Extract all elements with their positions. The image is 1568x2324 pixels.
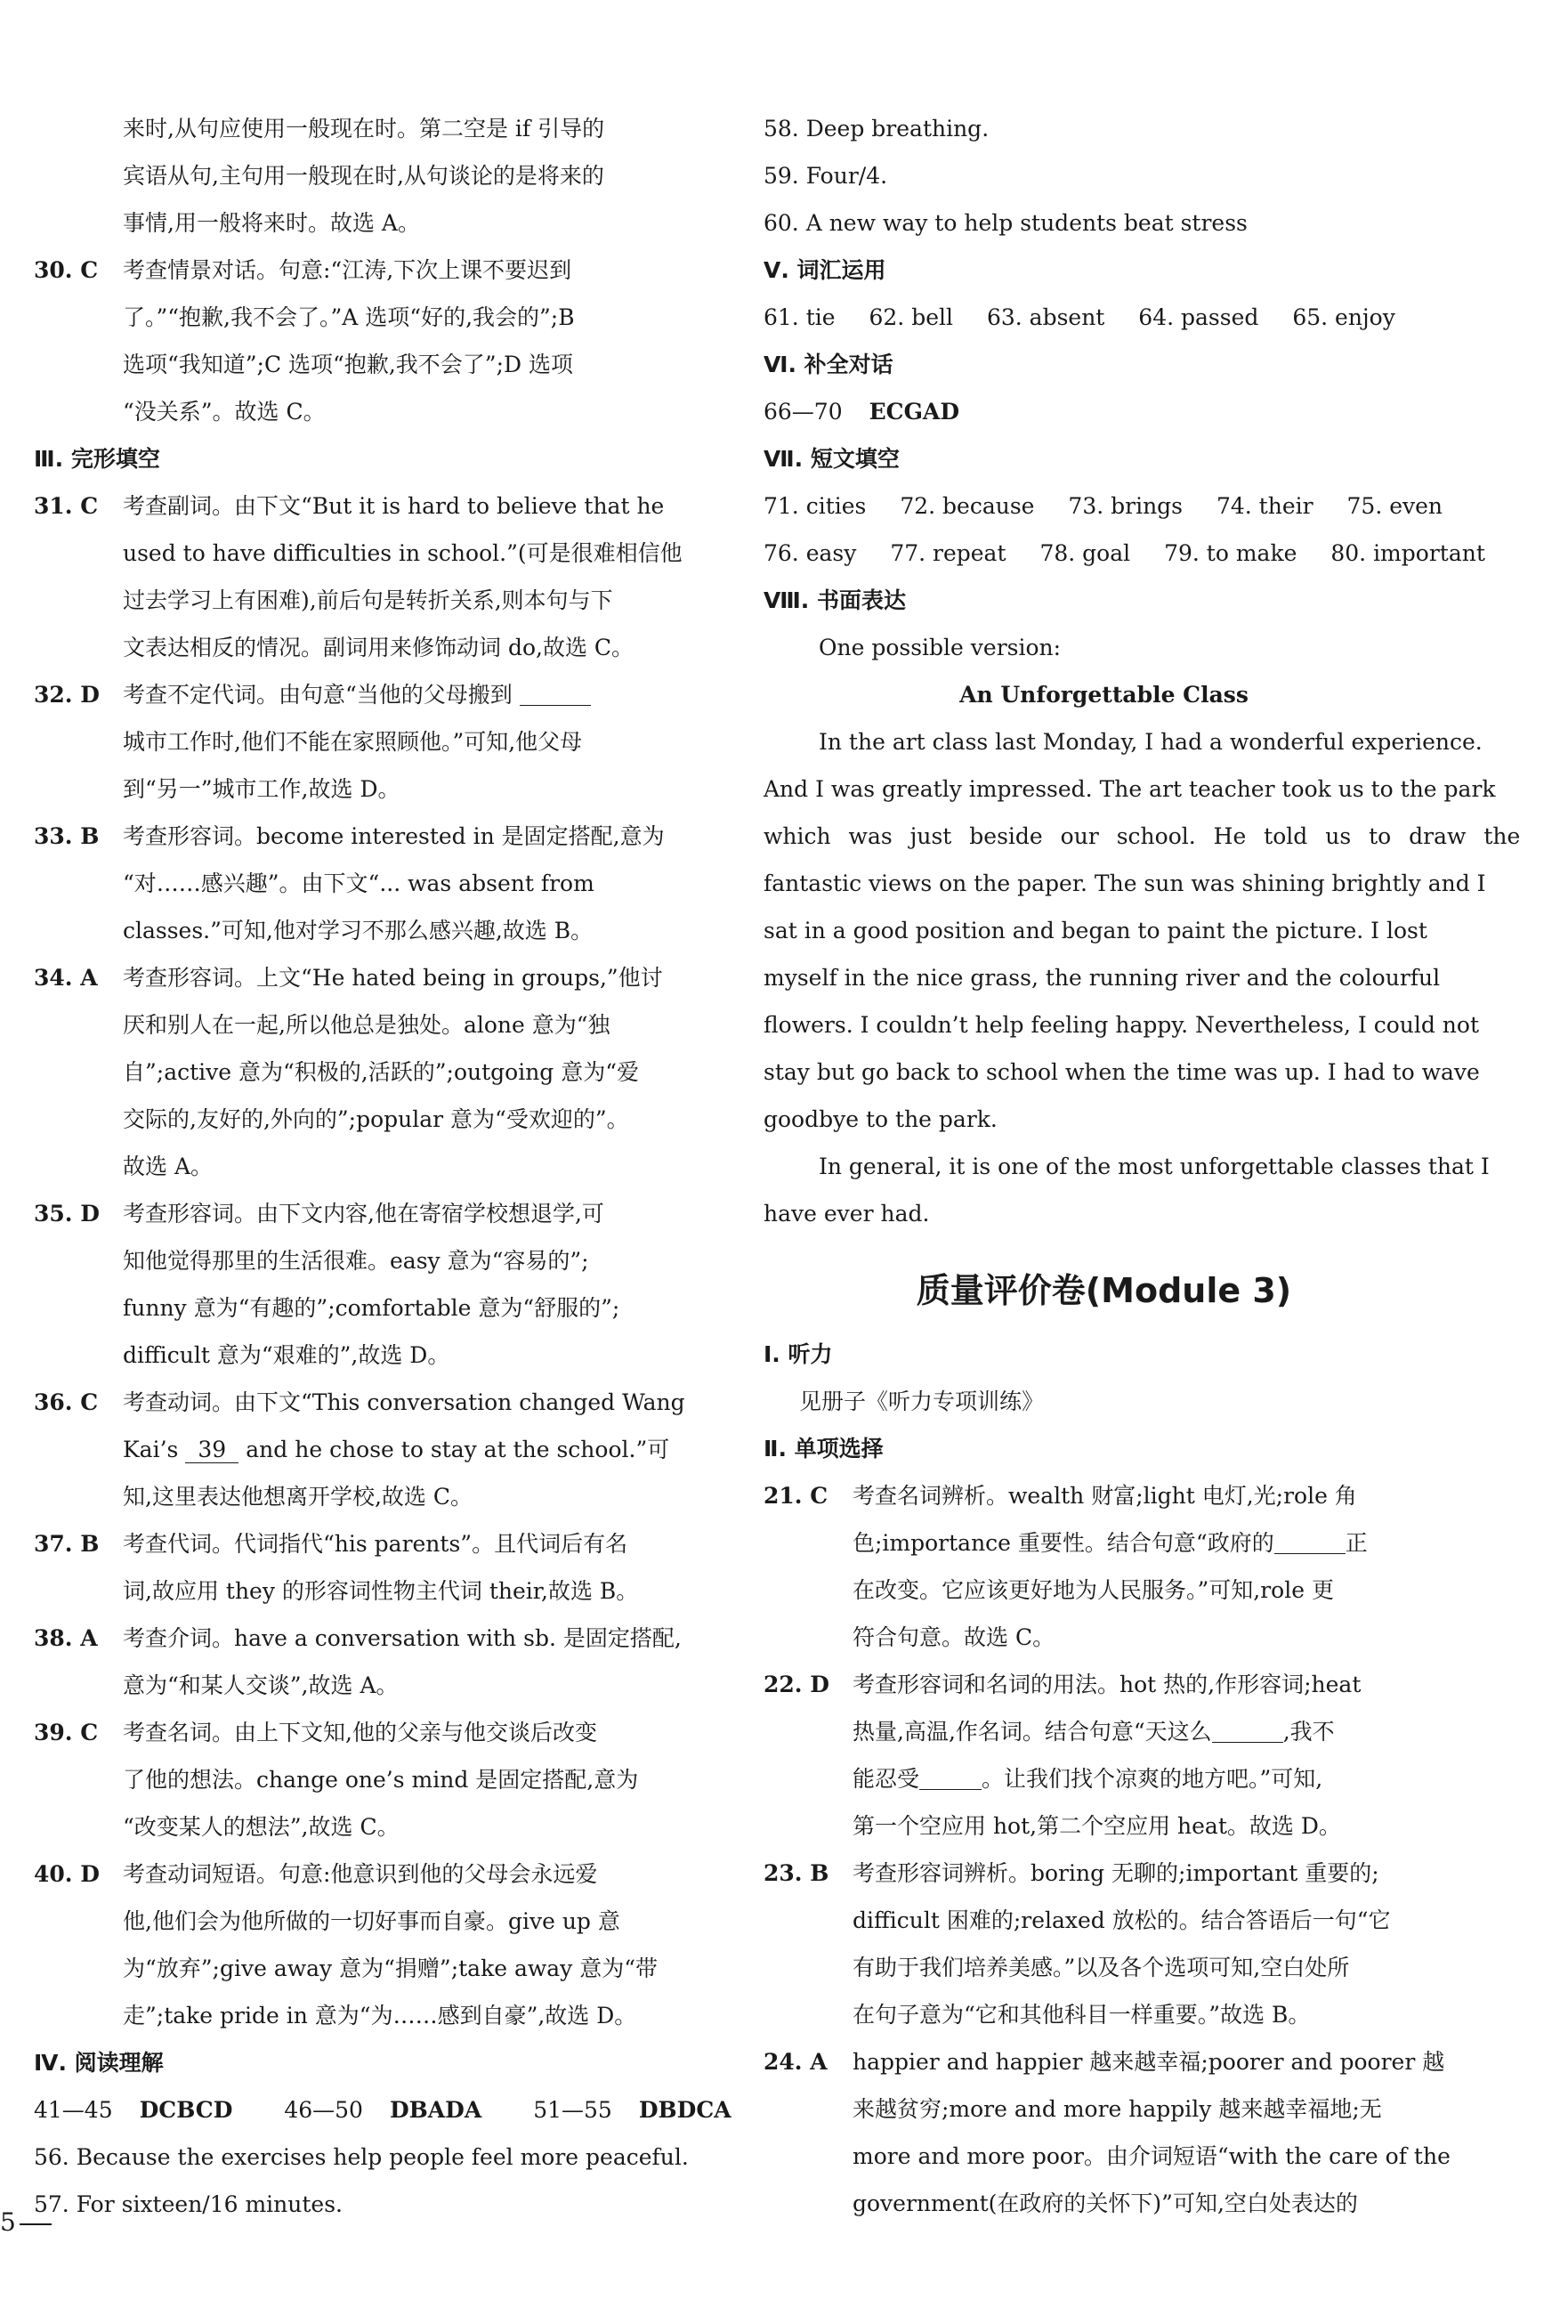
essay-line: myself in the nice grass, the running river and the colourful bbox=[764, 965, 1441, 991]
vocab-answers bbox=[764, 294, 1444, 341]
text-line: 考查动词。由下文“This conversation changed Wang bbox=[123, 1389, 685, 1415]
cloze-answers bbox=[764, 530, 1485, 577]
answer-item-24 bbox=[764, 2038, 1451, 2227]
answer-number: 34. A bbox=[34, 965, 98, 991]
answer-item-32 bbox=[34, 671, 715, 813]
vocab-answer: 61. tie bbox=[764, 304, 836, 330]
section-heading: Ⅱ. 单项选择 bbox=[764, 1436, 884, 1462]
text-line: 自”;active 意为“积极的,活跃的”;outgoing 意为“爱 bbox=[123, 1059, 640, 1085]
text-line: “没关系”。故选 C。 bbox=[123, 399, 326, 425]
section-heading: Ⅳ. 阅读理解 bbox=[34, 2050, 164, 2076]
text-line: 城市工作时,他们不能在家照顾他。”可知,他父母 bbox=[123, 729, 583, 755]
text-line: 意为“和某人交谈”,故选 A。 bbox=[123, 1672, 399, 1698]
text-line: 选项“我知道”;C 选项“抱歉,我不会了”;D 选项 bbox=[123, 352, 573, 377]
fill-blank: 39 bbox=[185, 1437, 238, 1463]
text-line: 在句子意为“它和其他科目一样重要。”故选 B。 bbox=[853, 2002, 1311, 2028]
text-line: 考查动词短语。句意:他意识到他的父母会永远爱 bbox=[123, 1861, 598, 1887]
essay-line: In the art class last Monday, I had a wonderful experience. bbox=[819, 729, 1483, 755]
text-line: 能忍受 。让我们找个凉爽的地方吧。”可知, bbox=[853, 1766, 1323, 1792]
answer-item-39 bbox=[34, 1709, 715, 1850]
text-line: 故选 A。 bbox=[123, 1154, 214, 1179]
text-line: 第一个空应用 hot,第二个空应用 heat。故选 D。 bbox=[853, 1813, 1341, 1839]
answer-range: 46—50 bbox=[284, 2097, 363, 2123]
fill-blank bbox=[520, 683, 591, 706]
text-line: 考查名词辨析。wealth 财富;light 电灯,光;role 角 bbox=[853, 1483, 1357, 1509]
cloze-answer: 71. cities bbox=[764, 493, 867, 519]
cloze-answer: 72. because bbox=[900, 493, 1035, 519]
text-line: 厌和别人在一起,所以他总是独处。alone 意为“独 bbox=[123, 1012, 610, 1038]
text-line: 来越贫穷;more and more happily 越来越幸福地;无 bbox=[853, 2096, 1382, 2122]
text-line: 符合句意。故选 C。 bbox=[853, 1624, 1055, 1650]
text-line: 词,故应用 they 的形容词性物主代词 their,故选 B。 bbox=[123, 1578, 639, 1604]
cloze-answer: 78. goal bbox=[1039, 540, 1131, 566]
answer-number: 36. C bbox=[34, 1389, 99, 1415]
text-line: 文表达相反的情况。副词用来修饰动词 do,故选 C。 bbox=[123, 635, 634, 660]
text-line: 57. For sixteen/16 minutes. bbox=[34, 2191, 343, 2217]
section-heading: Ⅵ. 补全对话 bbox=[764, 352, 893, 377]
text-line: difficult 意为“艰难的”,故选 D。 bbox=[123, 1342, 450, 1368]
text-line: 考查代词。代词指代“his parents”。且代词后有名 bbox=[123, 1531, 628, 1557]
page-number-rule bbox=[20, 2223, 52, 2225]
answer-number: 31. C bbox=[34, 493, 99, 519]
essay-line: sat in a good position and began to paint the picture. I lost bbox=[764, 918, 1427, 943]
cloze-answer: 74. their bbox=[1216, 493, 1313, 519]
answer-number: 40. D bbox=[34, 1861, 100, 1887]
text-line: 色;importance 重要性。结合句意“政府的 正 bbox=[853, 1530, 1368, 1556]
essay-line: stay but go back to school when the time was up. I had to wave bbox=[764, 1059, 1480, 1085]
answer-item-36 bbox=[34, 1379, 715, 1520]
answer-number: 21. C bbox=[764, 1483, 828, 1509]
right-column bbox=[764, 105, 1521, 2227]
cloze-answer: 79. to make bbox=[1164, 540, 1297, 566]
text-line: 见册子《听力专项训练》 bbox=[799, 1389, 1045, 1414]
answer-number: 37. B bbox=[34, 1531, 100, 1557]
reading-answers bbox=[34, 2086, 731, 2134]
text-line: “改变某人的想法”,故选 C。 bbox=[123, 1814, 400, 1840]
essay-line: In general, it is one of the most unforgettable classes that I bbox=[819, 1154, 1490, 1179]
section-heading: Ⅲ. 完形填空 bbox=[34, 446, 160, 472]
vocab-answer: 62. bell bbox=[869, 304, 953, 330]
answer-item-40 bbox=[34, 1850, 715, 2039]
text-line: 考查名词。由上下文知,他的父亲与他交谈后改变 bbox=[123, 1720, 597, 1745]
text-line: 考查介词。have a conversation with sb. 是固定搭配, bbox=[123, 1625, 682, 1651]
left-column bbox=[34, 105, 731, 2228]
answer-item-31 bbox=[34, 482, 715, 671]
text-line: 考查形容词辨析。boring 无聊的;important 重要的; bbox=[853, 1860, 1379, 1886]
text-line: government(在政府的关怀下)”可知,空白处表达的 bbox=[853, 2190, 1358, 2216]
sample-essay bbox=[764, 718, 1521, 1237]
answer-item-38 bbox=[34, 1615, 715, 1709]
page-number: 5 bbox=[0, 2207, 16, 2237]
answer-letters: DBADA bbox=[389, 2097, 482, 2123]
text-line: One possible version: bbox=[819, 635, 1062, 660]
answer-range: 51—55 bbox=[533, 2097, 612, 2123]
text-line: 热量,高温,作名词。结合句意“天这么 ,我不 bbox=[853, 1719, 1335, 1745]
text-line: 考查情景对话。句意:“江涛,下次上课不要迟到 bbox=[123, 257, 572, 283]
answer-item-34 bbox=[34, 954, 715, 1190]
answer-item-35 bbox=[34, 1190, 715, 1379]
answer-number: 39. C bbox=[34, 1720, 99, 1745]
text-line: funny 意为“有趣的”;comfortable 意为“舒服的”; bbox=[123, 1295, 620, 1321]
cloze-answer: 77. repeat bbox=[890, 540, 1006, 566]
section-heading: Ⅰ. 听力 bbox=[764, 1341, 833, 1367]
text-line: 考查形容词。由下文内容,他在寄宿学校想退学,可 bbox=[123, 1201, 604, 1227]
text-line: 过去学习上有困难),前后句是转折关系,则本句与下 bbox=[123, 587, 613, 613]
cloze-answer: 76. easy bbox=[764, 540, 857, 566]
essay-line: have ever had. bbox=[764, 1201, 930, 1227]
answer-letters: DBDCA bbox=[638, 2097, 731, 2123]
text-line: 58. Deep breathing. bbox=[764, 116, 990, 142]
answer-number: 38. A bbox=[34, 1625, 98, 1651]
text-line: 考查不定代词。由句意“当他的父母搬到 bbox=[123, 671, 715, 718]
text-line: 来时,从句应使用一般现在时。第二空是 if 引导的 bbox=[123, 116, 605, 142]
text-line: 56. Because the exercises help people feel more peaceful. bbox=[34, 2144, 689, 2170]
dialog-answers bbox=[764, 388, 1444, 435]
text-line: 事情,用一般将来时。故选 A。 bbox=[123, 210, 420, 236]
answer-item-21 bbox=[764, 1472, 1444, 1661]
text-line: 为“放弃”;give away 意为“捐赠”;take away 意为“带 bbox=[123, 1956, 659, 1981]
answer-letters: DCBCD bbox=[139, 2097, 233, 2123]
answer-range: 41—45 bbox=[34, 2097, 113, 2123]
cloze-answer: 73. brings bbox=[1068, 493, 1184, 519]
answer-item-33 bbox=[34, 813, 715, 954]
answer-number: 30. C bbox=[34, 257, 99, 283]
answer-number: 35. D bbox=[34, 1201, 100, 1227]
text-line: 走”;take pride in 意为“为……感到自豪”,故选 D。 bbox=[123, 2003, 637, 2028]
text-line: Kai’s 39 and he chose to stay at the school.”可 bbox=[123, 1437, 670, 1462]
module-title: 质量评价卷(Module 3) bbox=[916, 1271, 1292, 1310]
answer-item-37 bbox=[34, 1520, 715, 1615]
text-line: 考查副词。由下文“But it is hard to believe that he bbox=[123, 493, 665, 519]
text-line: 知他觉得那里的生活很难。easy 意为“容易的”; bbox=[123, 1248, 589, 1274]
cloze-answer: 80. important bbox=[1330, 540, 1485, 566]
section-heading: Ⅷ. 书面表达 bbox=[764, 587, 907, 613]
answer-number: 22. D bbox=[764, 1672, 829, 1697]
answer-number: 23. B bbox=[764, 1860, 829, 1886]
answer-range: 66—70 bbox=[764, 399, 843, 425]
text-line: used to have difficulties in school.”(可是很难相信他 bbox=[123, 540, 683, 566]
cloze-answers bbox=[764, 482, 1444, 530]
fill-blank bbox=[919, 1767, 982, 1790]
essay-line: which was just beside our school. He told us to draw the bbox=[764, 823, 1521, 849]
text-line: 了他的想法。change one’s mind 是固定搭配,意为 bbox=[123, 1767, 639, 1793]
answer-item-23 bbox=[764, 1850, 1444, 2038]
vocab-answer: 63. absent bbox=[986, 304, 1105, 330]
text-line: happier and happier 越来越幸福;poorer and poorer 越 bbox=[853, 2049, 1445, 2075]
text-line: 交际的,友好的,外向的”;popular 意为“受欢迎的”。 bbox=[123, 1106, 629, 1132]
cloze-answer: 75. even bbox=[1346, 493, 1443, 519]
text-line: classes.”可知,他对学习不那么感兴趣,故选 B。 bbox=[123, 918, 594, 943]
text-line: 有助于我们培养美感。”以及各个选项可知,空白处所 bbox=[853, 1955, 1350, 1980]
text-line: 60. A new way to help students beat stress bbox=[764, 210, 1248, 236]
essay-line: flowers. I couldn’t help feeling happy. Nevertheless, I could not bbox=[764, 1012, 1479, 1038]
text-line: “对……感兴趣”。由下文“... was absent from bbox=[123, 870, 594, 896]
section-heading: Ⅶ. 短文填空 bbox=[764, 446, 900, 472]
answer-number: 24. A bbox=[764, 2049, 828, 2075]
answer-item-30 bbox=[34, 247, 715, 435]
text-line: 考查形容词。上文“He hated being in groups,”他讨 bbox=[123, 965, 663, 991]
text-line: 考查形容词和名词的用法。hot 热的,作形容词;heat bbox=[853, 1672, 1362, 1697]
essay-line: goodbye to the park. bbox=[764, 1106, 998, 1132]
text-line: 考查形容词。become interested in 是固定搭配,意为 bbox=[123, 823, 665, 849]
text-line: 到“另一”城市工作,故选 D。 bbox=[123, 776, 400, 802]
essay-line: And I was greatly impressed. The art teacher took us to the park bbox=[764, 776, 1496, 802]
answer-number: 33. B bbox=[34, 823, 100, 849]
text-line: 他,他们会为他所做的一切好事而自豪。give up 意 bbox=[123, 1908, 620, 1934]
answer-letters: ECGAD bbox=[869, 399, 960, 425]
answer-number: 32. D bbox=[34, 682, 100, 708]
vocab-answer: 65. enjoy bbox=[1292, 304, 1395, 330]
answer-item-22 bbox=[764, 1661, 1444, 1850]
essay-line: fantastic views on the paper. The sun was shining brightly and I bbox=[764, 870, 1486, 896]
fill-blank bbox=[1274, 1531, 1346, 1554]
text-line: 知,这里表达他想离开学校,故选 C。 bbox=[123, 1484, 473, 1510]
text-line: difficult 困难的;relaxed 放松的。结合答语后一句“它 bbox=[853, 1907, 1391, 1933]
section-heading: Ⅴ. 词汇运用 bbox=[764, 257, 886, 283]
text-line: more and more poor。由介词短语“with the care of the bbox=[853, 2143, 1451, 2169]
text-line: 在改变。它应该更好地为人民服务。”可知,role 更 bbox=[853, 1577, 1334, 1603]
vocab-answer: 64. passed bbox=[1138, 304, 1259, 330]
essay-title: An Unforgettable Class bbox=[959, 682, 1249, 708]
text-line: 了。”“抱歉,我不会了。”A 选项“好的,我会的”;B bbox=[123, 304, 575, 330]
text-line: 宾语从句,主句用一般现在时,从句谈论的是将来的 bbox=[123, 163, 604, 189]
text-line: 59. Four/4. bbox=[764, 163, 888, 189]
fill-blank bbox=[1212, 1720, 1283, 1743]
